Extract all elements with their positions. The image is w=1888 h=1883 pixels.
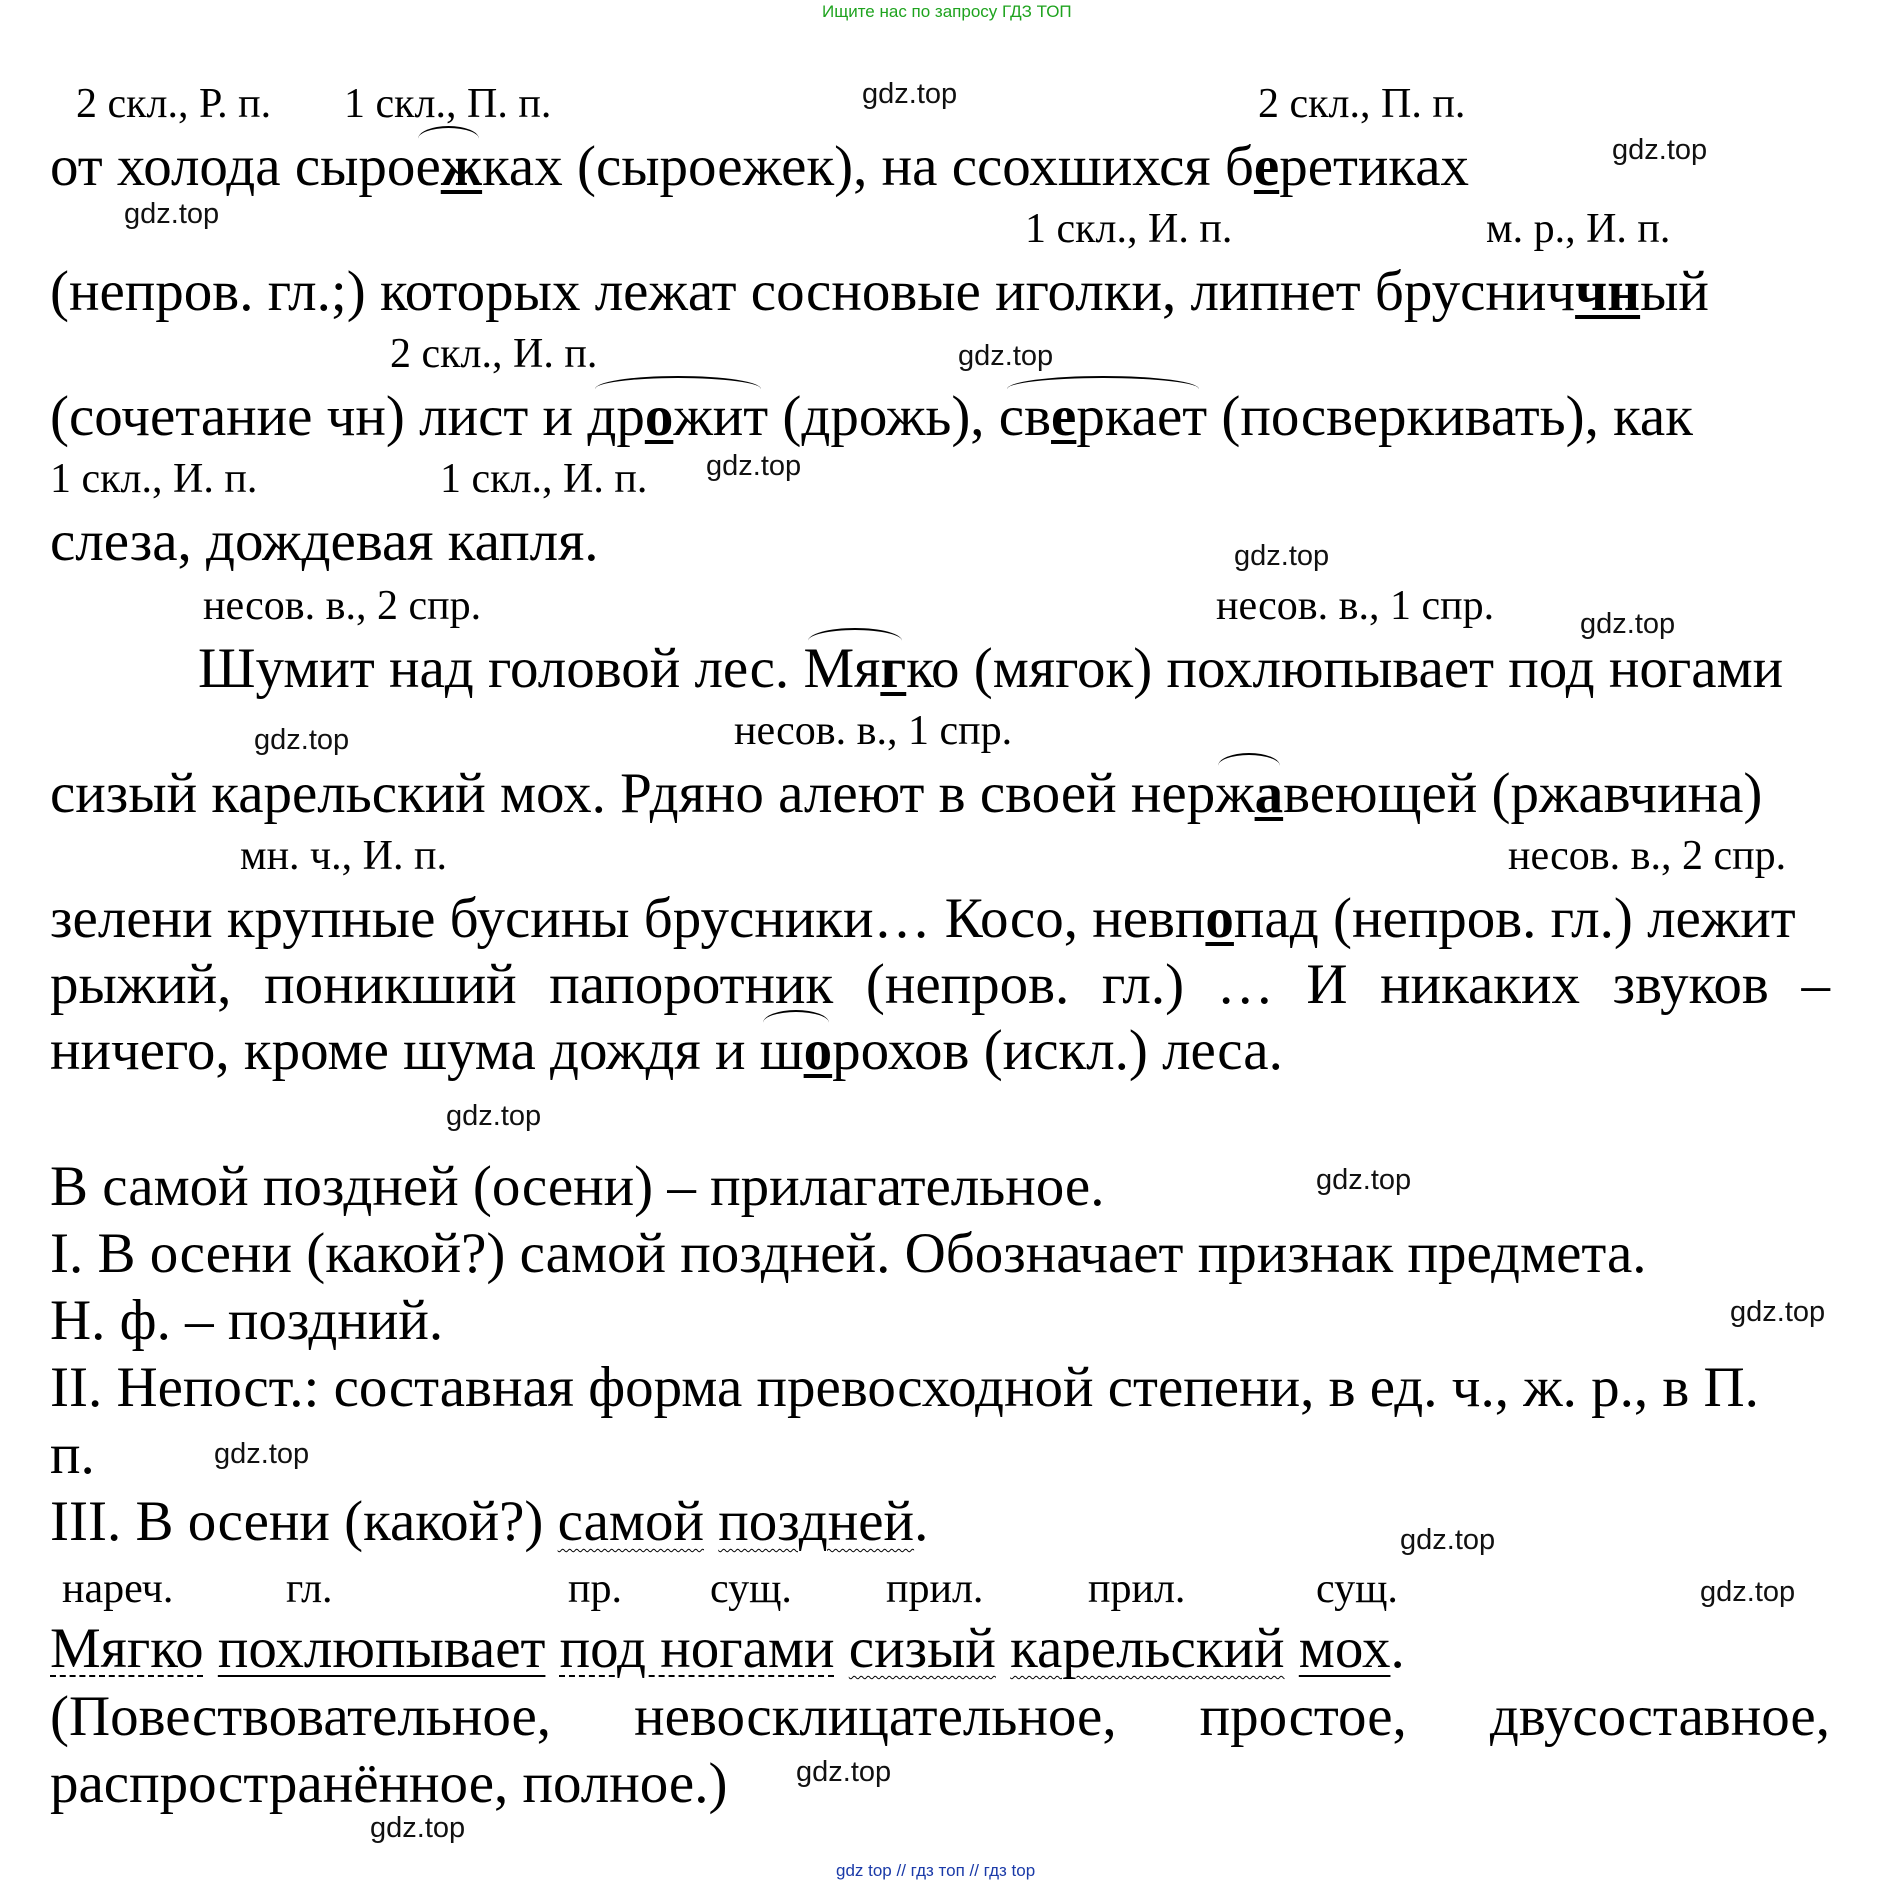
annotation: несов. в., 1 спр.	[1216, 583, 1495, 629]
root-arc: Мяг	[803, 637, 907, 700]
wavy-underline: поздней	[718, 1490, 915, 1553]
annotation: м. р., И. п.	[1486, 206, 1671, 252]
annotation: несов. в., 2 спр.	[203, 583, 482, 629]
text-line-1: от холода сыроежках (сыроежек), на ссохшихся беретиках	[50, 135, 1470, 198]
predicate-word: похлюпывает	[217, 1617, 546, 1680]
annotation: 1 скл., И. п.	[440, 456, 648, 502]
watermark: gdz.top	[706, 450, 802, 482]
annotation: 2 скл., П. п.	[1258, 81, 1466, 127]
pos-label: сущ.	[710, 1566, 792, 1612]
analysis-line-3: Н. ф. – поздний.	[50, 1289, 444, 1352]
root-arc: сверкает	[998, 385, 1208, 448]
annotation: 1 скл., П. п.	[344, 81, 552, 127]
root-arc: жа	[1215, 762, 1284, 825]
orthogram: е	[1051, 385, 1077, 448]
pos-label: прил.	[886, 1566, 984, 1612]
watermark: gdz.top	[370, 1812, 466, 1844]
root-arc: шо	[759, 1019, 833, 1082]
annotation: несов. в., 2 спр.	[1508, 833, 1787, 879]
text-line-2: (непров. гл.;) которых лежат сосновые иголки, липнет брусниччный	[50, 260, 1709, 323]
analysis-line-4: II. Непост.: составная форма превосходной степени, в ед. ч., ж. р., в П.	[50, 1356, 1759, 1419]
watermark: gdz.top	[1612, 134, 1708, 166]
annotation: 1 скл., И. п.	[1025, 206, 1233, 252]
watermark: gdz.top	[1730, 1296, 1826, 1328]
pos-label: пр.	[568, 1566, 622, 1612]
watermark: gdz.top	[124, 198, 220, 230]
subject-word: мох	[1298, 1617, 1391, 1680]
analysis-line-5: III. В осени (какой?) самой поздней.	[50, 1490, 929, 1553]
annotation: 2 скл., И. п.	[390, 331, 598, 377]
text-line-9: ничего, кроме шума дождя и шорохов (искл.) леса.	[50, 1019, 1283, 1082]
text-line-3: (сочетание чн) лист и дрожит (дрожь), сверкает (посверкивать), как	[50, 385, 1693, 448]
header-text[interactable]: Ищите нас по запросу ГДЗ ТОП	[822, 2, 1072, 21]
orthogram: чн	[1575, 260, 1641, 323]
watermark: gdz.top	[446, 1100, 542, 1132]
attribute-word: карельский	[1010, 1617, 1285, 1680]
orthogram: а	[1254, 762, 1284, 825]
adverbial-word: Мягко	[50, 1617, 204, 1680]
watermark: gdz.top	[1700, 1576, 1796, 1608]
watermark: gdz.top	[1400, 1524, 1496, 1556]
text-line-6: сизый карельский мох. Рдяно алеют в своей нержавеющей (ржавчина)	[50, 762, 1763, 825]
watermark: gdz.top	[796, 1756, 892, 1788]
watermark: gdz.top	[1234, 540, 1330, 572]
orthogram: ж	[440, 135, 483, 198]
adverbial-phrase: под ногами	[559, 1617, 835, 1680]
analysis-line-4b: п.	[50, 1423, 95, 1486]
orthogram: о	[803, 1019, 833, 1082]
orthogram: е	[1253, 135, 1280, 198]
watermark: gdz.top	[214, 1438, 310, 1470]
pos-label: сущ.	[1316, 1566, 1398, 1612]
sentence-characteristics-end: распространённое, полное.)	[50, 1752, 728, 1815]
watermark: gdz.top	[862, 78, 958, 110]
text-line-5: Шумит над головой лес. Мягко (мягок) похлюпывает под ногами	[198, 637, 1784, 700]
watermark: gdz.top	[1580, 608, 1676, 640]
watermark: gdz.top	[958, 340, 1054, 372]
analysis-line-1: В самой поздней (осени) – прилагательное.	[50, 1155, 1105, 1218]
watermark: gdz.top	[254, 724, 350, 756]
orthogram: о	[644, 385, 674, 448]
parsed-sentence: Мягко похлюпывает под ногами сизый карельский мох.	[50, 1617, 1405, 1680]
text-line-8: рыжий, поникший папоротник (непров. гл.) … И никаких звуков –	[50, 953, 1830, 1016]
root-arc: дрожит	[587, 385, 769, 448]
analysis-line-2: I. В осени (какой?) самой поздней. Обозначает признак предмета.	[50, 1222, 1647, 1285]
sentence-characteristics: (Повествовательное, невосклицательное, простое, двусоставное,	[50, 1685, 1830, 1748]
root-arc: еж	[415, 135, 483, 198]
pos-label: прил.	[1088, 1566, 1186, 1612]
annotation: 2 скл., Р. п.	[76, 81, 272, 127]
attribute-word: сизый	[848, 1617, 996, 1680]
wavy-underline: самой	[557, 1490, 705, 1553]
text-line-7: зелени крупные бусины брусники… Косо, невпопад (непров. гл.) лежит	[50, 887, 1796, 950]
pos-label: гл.	[286, 1566, 333, 1612]
watermark: gdz.top	[1316, 1164, 1412, 1196]
text-line-4: слеза, дождевая капля.	[50, 510, 599, 573]
orthogram: о	[1205, 887, 1234, 950]
annotation: несов. в., 1 спр.	[734, 708, 1013, 754]
annotation: мн. ч., И. п.	[240, 833, 447, 879]
pos-label: нареч.	[62, 1566, 174, 1612]
annotation: 1 скл., И. п.	[50, 456, 258, 502]
orthogram: г	[880, 637, 907, 700]
footer-text[interactable]: gdz top // гдз топ // гдз top	[836, 1861, 1036, 1880]
